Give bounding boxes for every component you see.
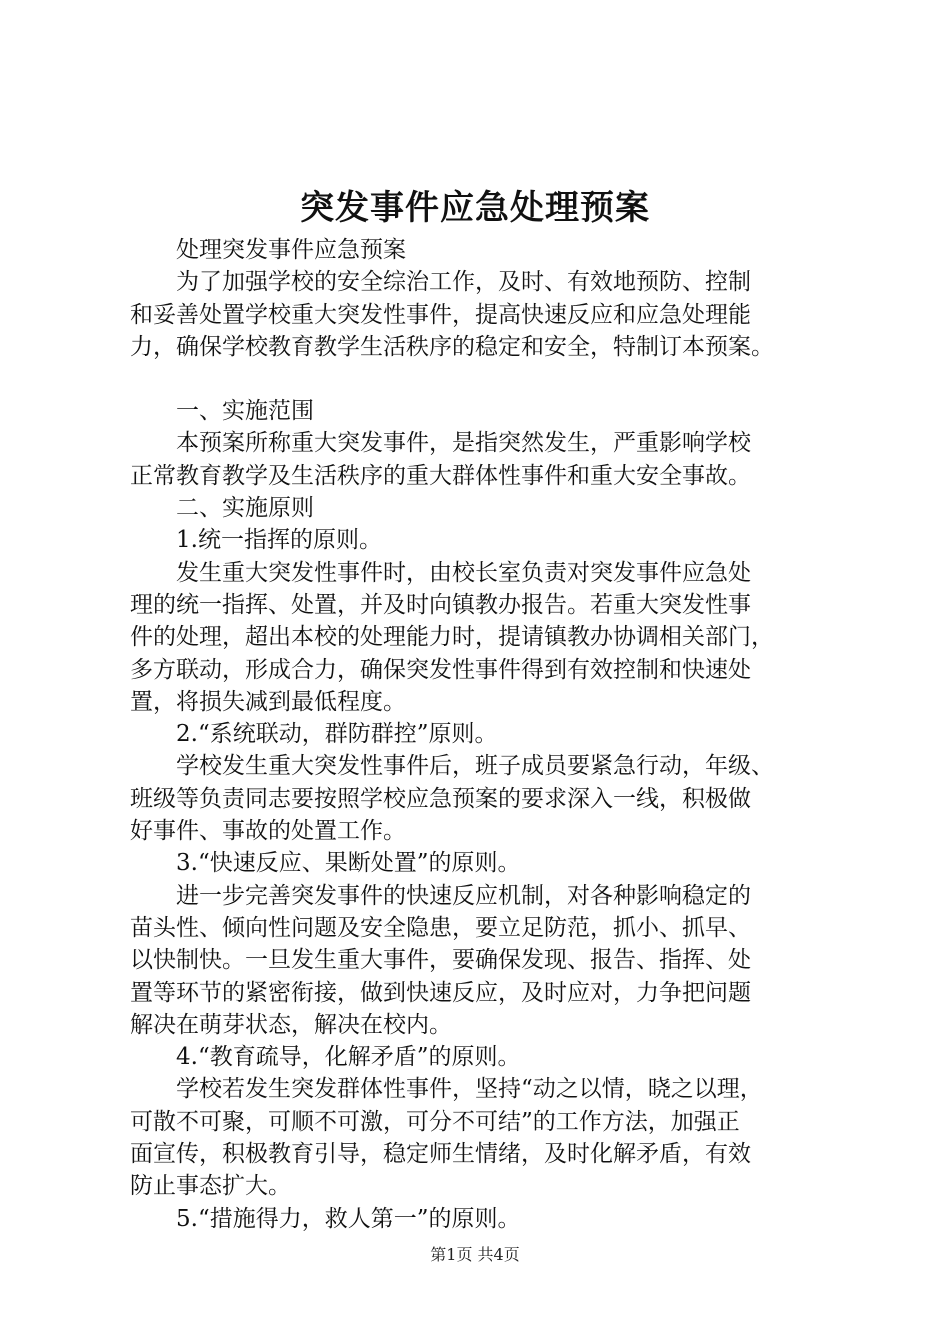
paragraph [130,557,850,718]
text-line: 本预案所称重大突发事件，是指突然发生，严重影响学校 [176,430,751,457]
text-line: 和妥善处置学校重大突发性事件，提高快速反应和应急处理能 [130,301,751,328]
text-line: 好事件、事故的处置工作。 [130,818,406,845]
text-line: 置等环节的紧密衔接，做到快速反应，及时应对，力争把问题 [130,979,751,1006]
text-line: 力，确保学校教育教学生活秩序的稳定和安全，特制订本预案。 [130,333,774,360]
text-line: 进一步完善突发事件的快速反应机制，对各种影响稳定的 [176,882,751,909]
principle-heading [130,718,850,750]
text-line: 正常教育教学及生活秩序的重大群体性事件和重大安全事故。 [130,462,751,489]
paragraph [130,880,850,1041]
text-line: 班级等负责同志要按照学校应急预案的要求深入一线，积极做 [130,785,751,812]
text-line: 学校发生重大突发性事件后，班子成员要紧急行动，年级、 [176,753,774,780]
paragraph-intro [130,266,850,363]
text-line: 1.统一指挥的原则。 [176,527,382,554]
document-title: 突发事件应急处理预案 [300,188,650,228]
text-line: 4.“教育疏导，化解矛盾”的原则。 [176,1044,521,1071]
text-line: 理的统一指挥、处置，并及时向镇教办报告。若重大突发性事 [130,591,751,618]
paragraph-spacer [130,363,850,395]
paragraph [130,427,850,492]
principle-heading [130,1041,850,1073]
section-heading [130,492,850,524]
text-line: 防止事态扩大。 [130,1173,291,1200]
document-body [130,234,850,1235]
principle-heading [130,1203,850,1235]
principle-heading [130,524,850,556]
text-line: 3.“快速反应、果断处置”的原则。 [176,850,521,877]
text-line: 以快制快。一旦发生重大事件，要确保发现、报告、指挥、处 [130,947,751,974]
section-heading [130,395,850,427]
text-line: 学校若发生突发群体性事件，坚持“动之以情，晓之以理， [176,1076,763,1103]
page-footer: 第1页 共4页 [430,1245,520,1264]
text-line: 发生重大突发性事件时，由校长室负责对突发事件应急处 [176,559,751,586]
text-line: 二、实施原则 [176,495,314,522]
text-line: 2.“系统联动，群防群控”原则。 [176,721,498,748]
text-line: 5.“措施得力，救人第一”的原则。 [176,1205,521,1232]
text-line: 为了加强学校的安全综治工作，及时、有效地预防、控制 [176,269,751,296]
text-line: 件的处理，超出本校的处理能力时，提请镇教办协调相关部门， [130,624,774,651]
text-line: 可散不可聚，可顺不可激，可分不可结”的工作方法，加强正 [130,1108,740,1135]
text-line: 一、实施范围 [176,398,314,425]
text-line: 多方联动，形成合力，确保突发性事件得到有效控制和快速处 [130,656,751,683]
text-line: 面宣传，积极教育引导，稳定师生情绪，及时化解矛盾，有效 [130,1141,751,1168]
text-line: 解决在萌芽状态，解决在校内。 [130,1011,452,1038]
paragraph-subtitle [130,234,850,266]
text-line: 处理突发事件应急预案 [176,237,406,263]
text-line: 苗头性、倾向性问题及安全隐患，要立足防范，抓小、抓早、 [130,914,751,941]
text-line: 置，将损失减到最低程度。 [130,688,406,715]
paragraph [130,1073,850,1202]
paragraph [130,750,850,847]
principle-heading [130,847,850,879]
